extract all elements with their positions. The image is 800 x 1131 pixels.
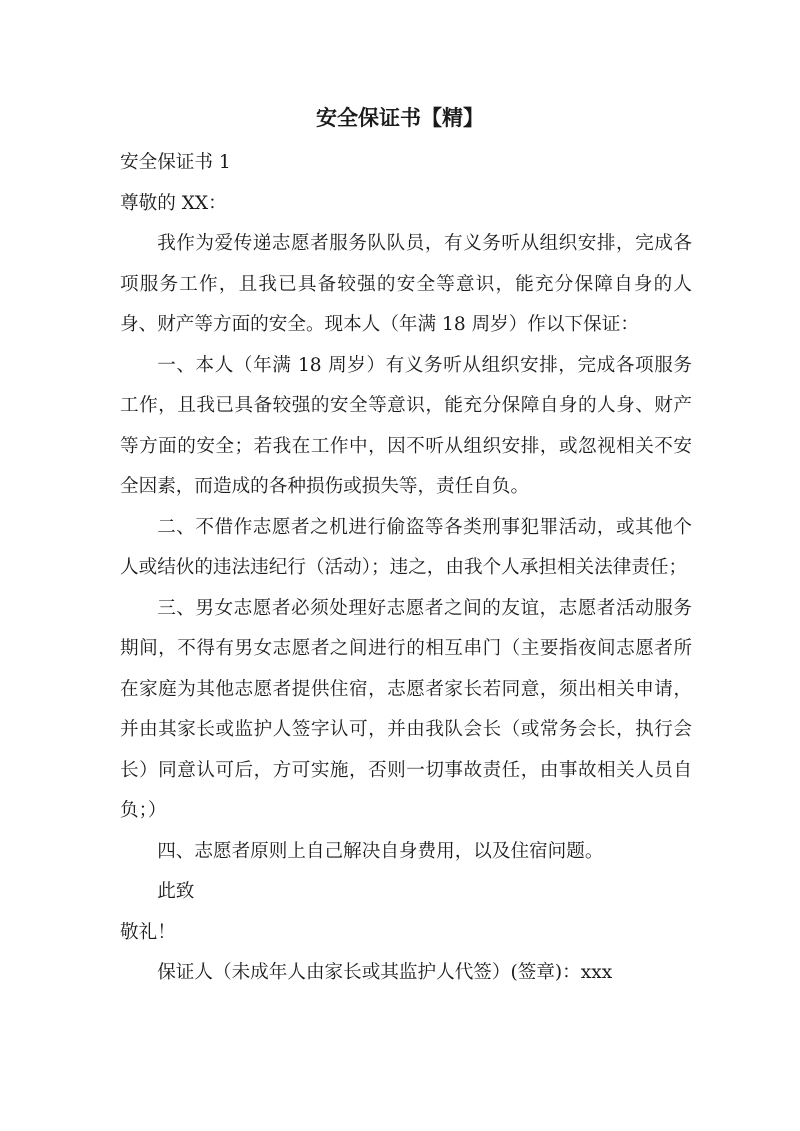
paragraph-item-1: 一、本人（年满 18 周岁）有义务听从组织安排，完成各项服务工作，且我已具备较强的安全等意识，能充分保障自身的人身、财产等方面的安全；若我在工作中，因不听从组织安排，或忽视相关不安全因素，而造成的各种损伤或损失等，责任自负。 [120,354,692,497]
paragraph-intro: 我作为爱传递志愿者服务队队员，有义务听从组织安排，完成各项服务工作，且我已具备较强的安全等意识，能充分保障自身的人身、财产等方面的安全。现本人（年满 18 周岁）作以下保证： [120,233,692,335]
closing-line-2: 敬礼！ [120,921,176,943]
closing-line-1: 此致 [157,881,195,902]
document-body [120,143,692,994]
signature-line: 保证人（未成年人由家长或其监护人代签）(签章)：xxx [157,962,613,983]
paragraph-item-4: 四、志愿者原则上自己解决自身费用，以及住宿问题。 [157,840,604,862]
salutation: 尊敬的 XX： [120,192,227,214]
document-title: 安全保证书【精】 [316,105,484,130]
paragraph-item-2: 二、不借作志愿者之机进行偷盗等各类刑事犯罪活动，或其他个人或结伙的违法违纪行（活动）；违之，由我个人承担相关法律责任； [120,516,692,578]
document-subtitle: 安全保证书 1 [120,152,231,173]
paragraph-item-3: 三、男女志愿者必须处理好志愿者之间的友谊，志愿者活动服务期间，不得有男女志愿者之间进行的相互串门（主要指夜间志愿者所在家庭为其他志愿者提供住宿，志愿者家长若同意，须出相关申请，并由其家长或监护人签字认可，并由我队会长（或常务会长，执行会长）同意认可后，方可实施，否则一切事故责任，由事故相关人员自负；） [120,597,692,821]
